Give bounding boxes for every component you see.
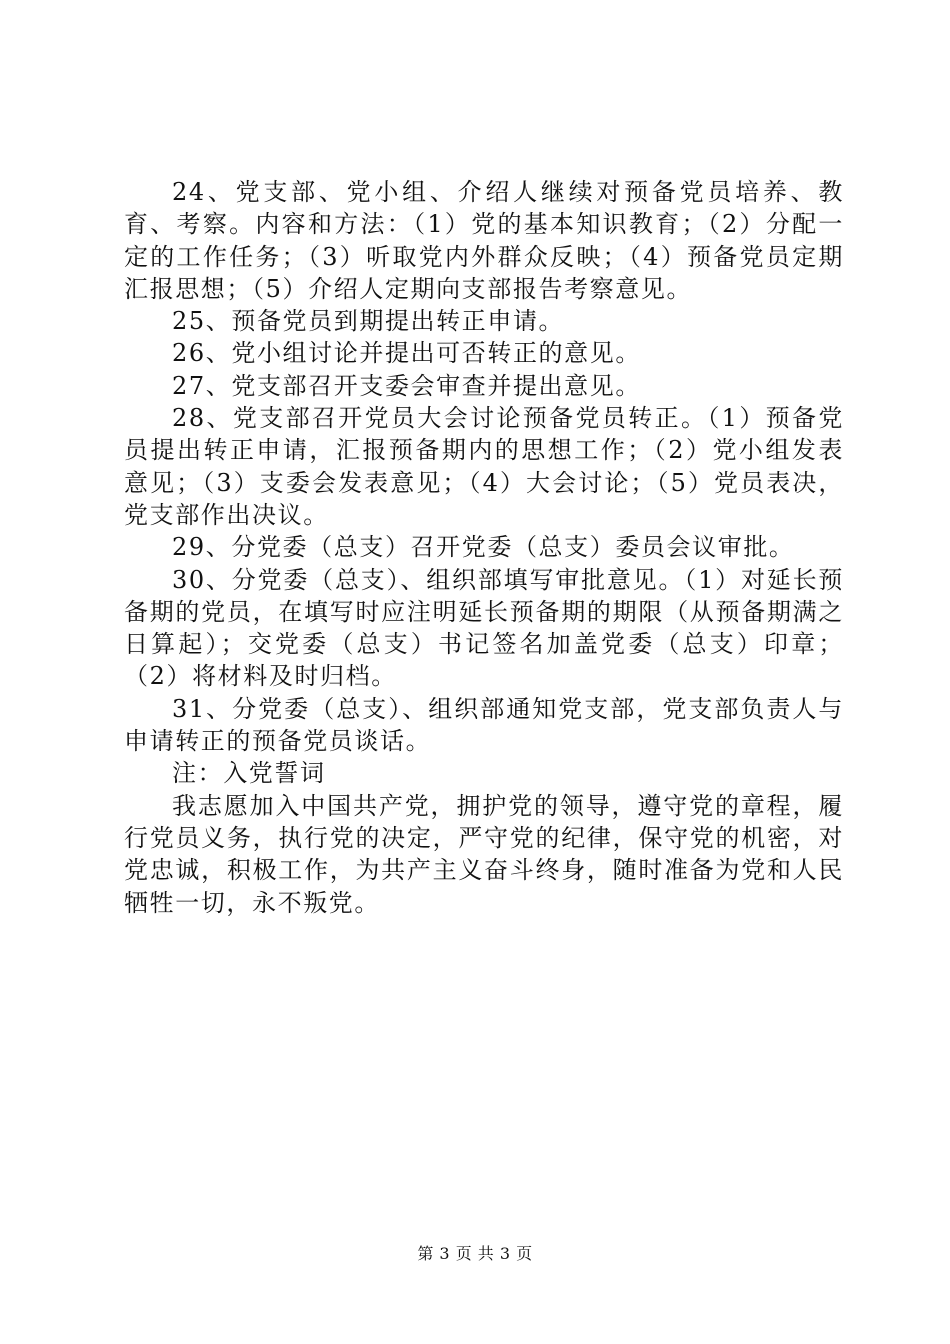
paragraph-item-25: 25、预备党员到期提出转正申请。	[172, 307, 565, 336]
paragraph-item-28: 28、党支部召开党员大会讨论预备党员转正。（1）预备党员提出转正申请，汇报预备期内的思想工作；（2）党小组发表意见；（3）支委会发表意见；（4）大会讨论；（5）党员表决，党支部作出决议。	[124, 404, 844, 529]
page-number: 第 3 页 共 3 页	[417, 1244, 533, 1263]
page-footer	[0, 1244, 950, 1264]
paragraph-item-26: 26、党小组讨论并提出可否转正的意见。	[172, 339, 641, 368]
paragraph-item-29: 29、分党委（总支）召开党委（总支）委员会议审批。	[172, 533, 795, 562]
paragraph-item-31: 31、分党委（总支）、组织部通知党支部，党支部负责人与申请转正的预备党员谈话。	[124, 694, 844, 756]
paragraph-item-30: 30、分党委（总支）、组织部填写审批意见。（1）对延长预备期的党员，在填写时应注明延长预备期的期限（从预备期满之日算起）；交党委（总支）书记签名加盖党委（总支）印章；（2）将材料及时归档。	[124, 565, 844, 691]
paragraph-item-24: 24、党支部、党小组、介绍人继续对预备党员培养、教育、考察。内容和方法：（1）党的基本知识教育；（2）分配一定的工作任务；（3）听取党内外群众反映；（4）预备党员定期汇报思想；（5）介绍人定期向支部报告考察意见。	[124, 178, 844, 303]
oath-heading: 注：入党誓词	[172, 759, 326, 788]
document-body	[124, 176, 844, 919]
oath-text: 我志愿加入中国共产党，拥护党的领导，遵守党的章程，履行党员义务，执行党的决定，严守党的纪律，保守党的机密，对党忠诚，积极工作，为共产主义奋斗终身，随时准备为党和人民牺牲一切，永不叛党。	[124, 791, 844, 917]
paragraph-item-27: 27、党支部召开支委会审查并提出意见。	[172, 371, 641, 400]
